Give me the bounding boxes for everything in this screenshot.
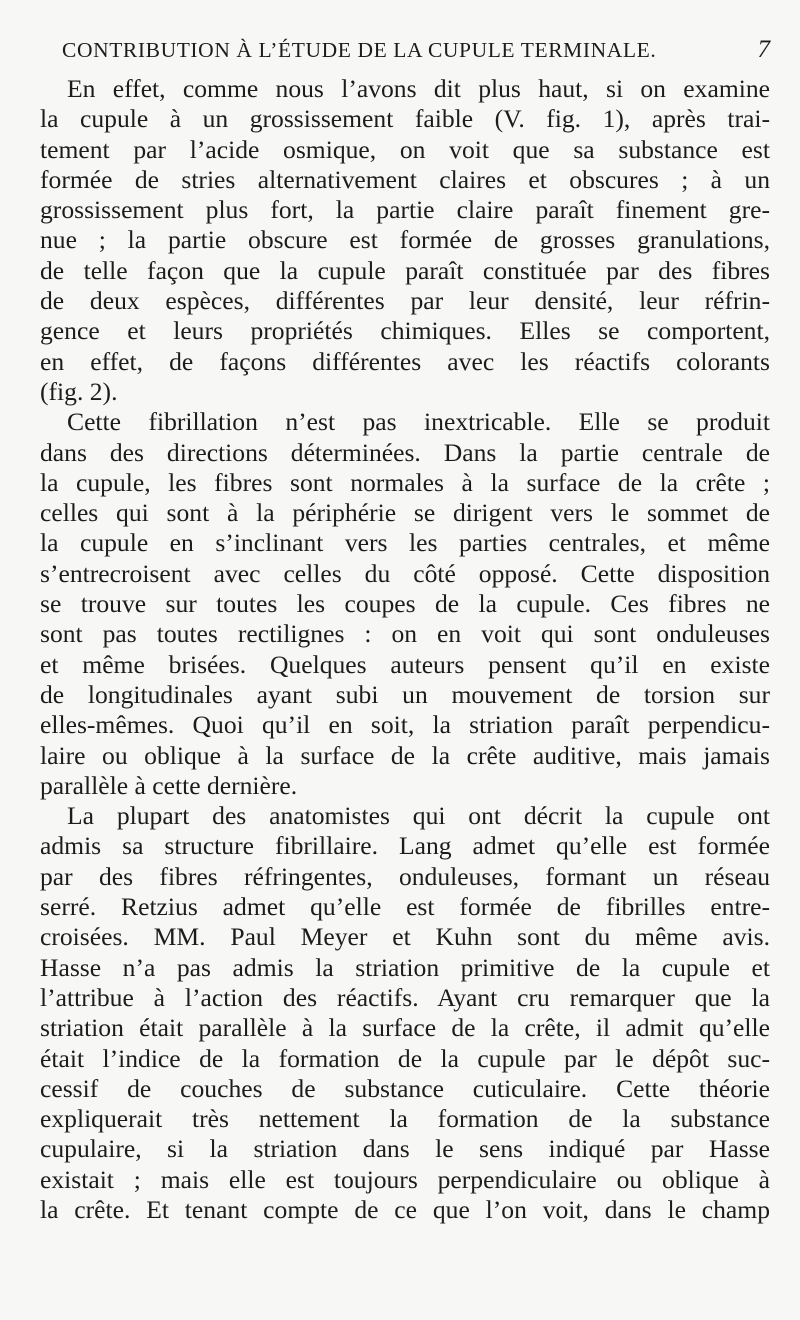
text-line: cessif de couches de substance cuticulaire. Cette théorie [40,1073,770,1103]
text-line: Cette fibrillation n’est pas inextricable. Elle se produit [67,407,770,437]
text-line: celles qui sont à la périphérie se dirigent vers le sommet de [40,498,770,528]
paragraph-fibrillation [40,407,770,801]
text-line: formée de stries alternativement claires et obscures ; à un [40,164,770,194]
text-line: parallèle à cette dernière. [40,770,298,800]
text-line: et même brisées. Quelques auteurs pensent qu’il en existe [40,649,770,679]
text-line: tement par l’acide osmique, on voit que sa substance est [40,134,770,164]
running-title: CONTRIBUTION À L’ÉTUDE DE LA CUPULE TERMINALE. [62,38,657,62]
text-line: Hasse n’a pas admis la striation primitive de la cupule et [40,952,770,982]
text-line: de telle façon que la cupule paraît constituée par des fibres [40,255,770,285]
text-line: grossissement plus fort, la partie claire paraît finement gre- [40,195,770,225]
text-line: En effet, comme nous l’avons dit plus haut, si on examine [67,74,770,103]
text-line: elles-mêmes. Quoi qu’il en soit, la striation paraît perpendicu- [40,710,770,740]
text-line: (fig. 2). [40,376,118,406]
running-head [62,36,770,66]
paragraph-cupule-staining [40,74,770,407]
text-line: se trouve sur toutes les coupes de la cupule. Ces fibres ne [40,589,770,619]
body-text [40,74,770,1225]
paragraph-anatomists [40,801,770,1225]
text-line: s’entrecroisent avec celles du côté opposé. Cette disposition [40,558,770,588]
text-line: gence et leurs propriétés chimiques. Elles se comportent, [40,316,770,346]
text-line: striation était parallèle à la surface de la crête, il admit qu’elle [40,1013,770,1043]
text-line: était l’indice de la formation de la cupule par le dépôt suc- [40,1043,770,1073]
text-line: en effet, de façons différentes avec les réactifs colorants [40,346,770,376]
text-line: existait ; mais elle est toujours perpendiculaire ou oblique à [40,1164,770,1194]
text-line: La plupart des anatomistes qui ont décrit la cupule ont [67,801,770,831]
text-line: cupulaire, si la striation dans le sens indiqué par Hasse [40,1134,770,1164]
text-line: admis sa structure fibrillaire. Lang admet qu’elle est formée [40,831,770,861]
text-line: sont pas toutes rectilignes : on en voit qui sont onduleuses [40,619,770,649]
text-line: expliquerait très nettement la formation de la substance [40,1104,770,1134]
text-line: de longitudinales ayant subi un mouvement de torsion sur [40,679,770,709]
text-line: par des fibres réfringentes, onduleuses, formant un réseau [40,861,770,891]
page-number: 7 [757,36,770,63]
text-line: l’attribue à l’action des réactifs. Ayant cru remarquer que la [40,982,770,1012]
text-line: nue ; la partie obscure est formée de grosses granulations, [40,225,770,255]
text-line: la crête. Et tenant compte de ce que l’on voit, dans le champ [40,1194,770,1224]
text-line: la cupule en s’inclinant vers les parties centrales, et même [40,528,770,558]
text-line: laire ou oblique à la surface de la crête auditive, mais jamais [40,740,770,770]
text-line: la cupule, les fibres sont normales à la surface de la crête ; [40,467,770,497]
text-line: croisées. MM. Paul Meyer et Kuhn sont du même avis. [40,922,770,952]
text-line: la cupule à un grossissement faible (V. fig. 1), après trai- [40,104,770,134]
text-line: dans des directions déterminées. Dans la partie centrale de [40,437,770,467]
text-line: de deux espèces, différentes par leur densité, leur réfrin- [40,286,770,316]
text-line: serré. Retzius admet qu’elle est formée de fibrilles entre- [40,892,770,922]
